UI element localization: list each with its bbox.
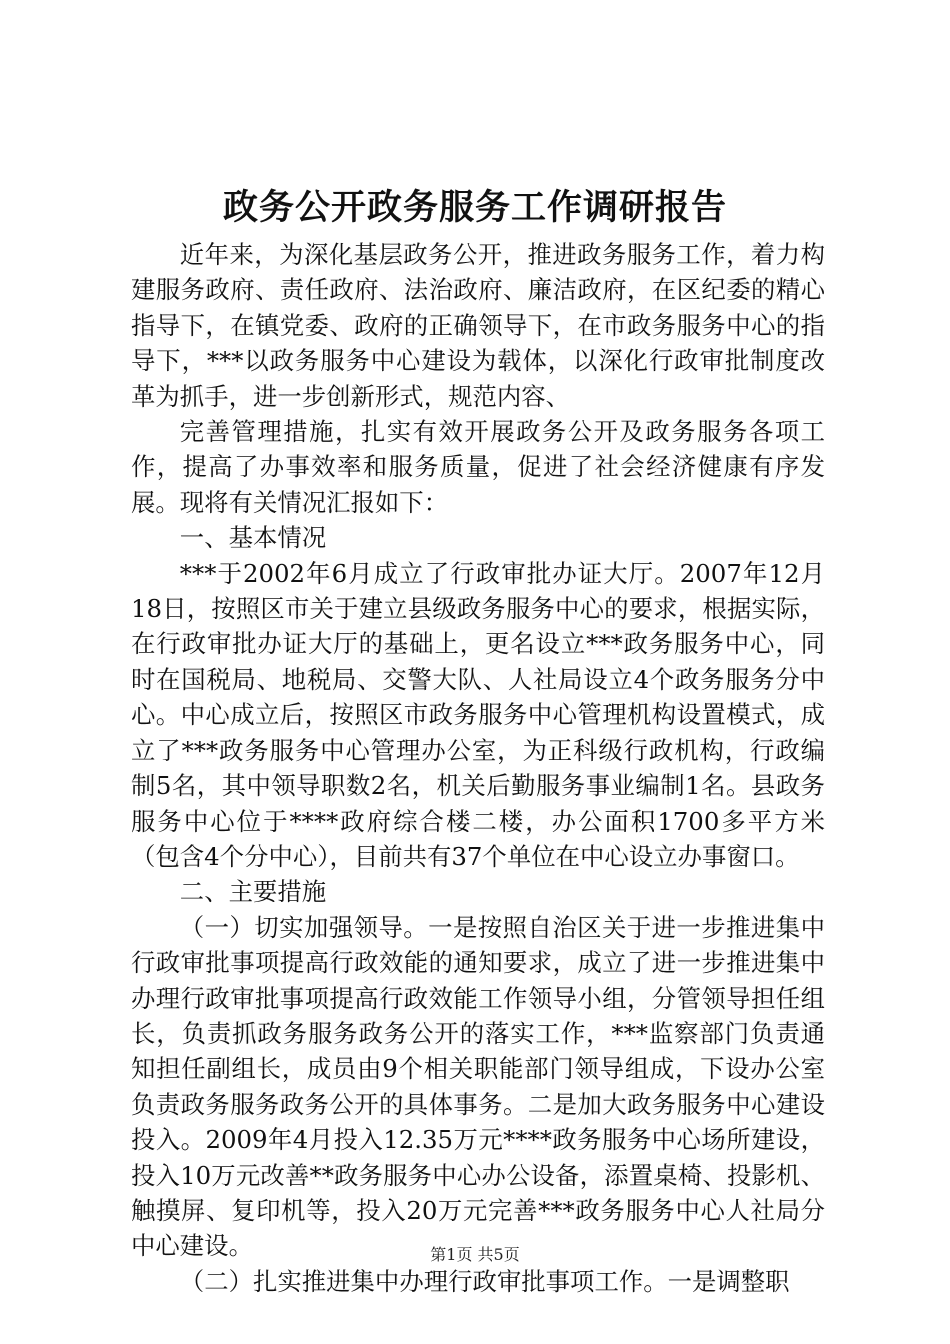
paragraph-intro: 近年来，为深化基层政务公开，推进政务服务工作，着力构建服务政府、责任政府、法治政府、廉洁政府，在区纪委的精心指导下，在镇党委、政府的正确领导下，在市政务服务中心的指导下，***以政务服务中心建设为载体，以深化行政审批制度改革为抓手，进一步创新形式，规范内容、 <box>131 240 825 411</box>
section-heading-basic-situation: 一、基本情况 <box>179 523 327 553</box>
paragraph-strengthen-leadership: （一）切实加强领导。一是按照自治区关于进一步推进集中行政审批事项提高行政效能的通知要求，成立了进一步推进集中办理行政审批事项提高行政效能工作领导小组，分管领导担任组长，负责抓政务服务政务公开的落实工作，***监察部门负责通知担任副组长，成员由9个相关职能部门领导组成，下设办公室负责政务服务政务公开的具体事务。二是加大政务服务中心建设投入。2009年4月投入12.35万元****政务服务中心场所建设，投入10万元改善**政务服务中心办公设备，添置桌椅、投影机、触摸屏、复印机等，投入20万元完善***政务服务中心人社局分中心建设。 <box>131 912 825 1261</box>
paragraph-intro-continued: 完善管理措施，扎实有效开展政务公开及政务服务各项工作，提高了办事效率和服务质量，促进了社会经济健康有序发展。现将有关情况汇报如下： <box>131 417 825 517</box>
page-number-footer: 第1页 共5页 <box>430 1245 520 1264</box>
document-title: 政务公开政务服务工作调研报告 <box>222 187 727 228</box>
paragraph-centralized-approval: （二）扎实推进集中办理行政审批事项工作。一是调整职 <box>179 1266 790 1296</box>
paragraph-basic-situation: ***于2002年6月成立了行政审批办证大厅。2007年12月18日，按照区市关于建立县级政务服务中心的要求，根据实际，在行政审批办证大厅的基础上，更名设立***政务服务中心，同时在国税局、地税局、交警大队、人社局设立4个政务服务分中心。中心成立后，按照区市政务服务中心管理机构设置模式，成立了***政务服务中心管理办公室，为正科级行政机构，行政编制5名，其中领导职数2名，机关后勤服务事业编制1名。县政务服务中心位于****政府综合楼二楼，办公面积1700多平方米（包含4个分中心），目前共有37个单位在中心设立办事窗口。 <box>131 558 825 871</box>
document-body <box>131 237 825 1299</box>
section-heading-main-measures: 二、主要措施 <box>179 877 327 907</box>
